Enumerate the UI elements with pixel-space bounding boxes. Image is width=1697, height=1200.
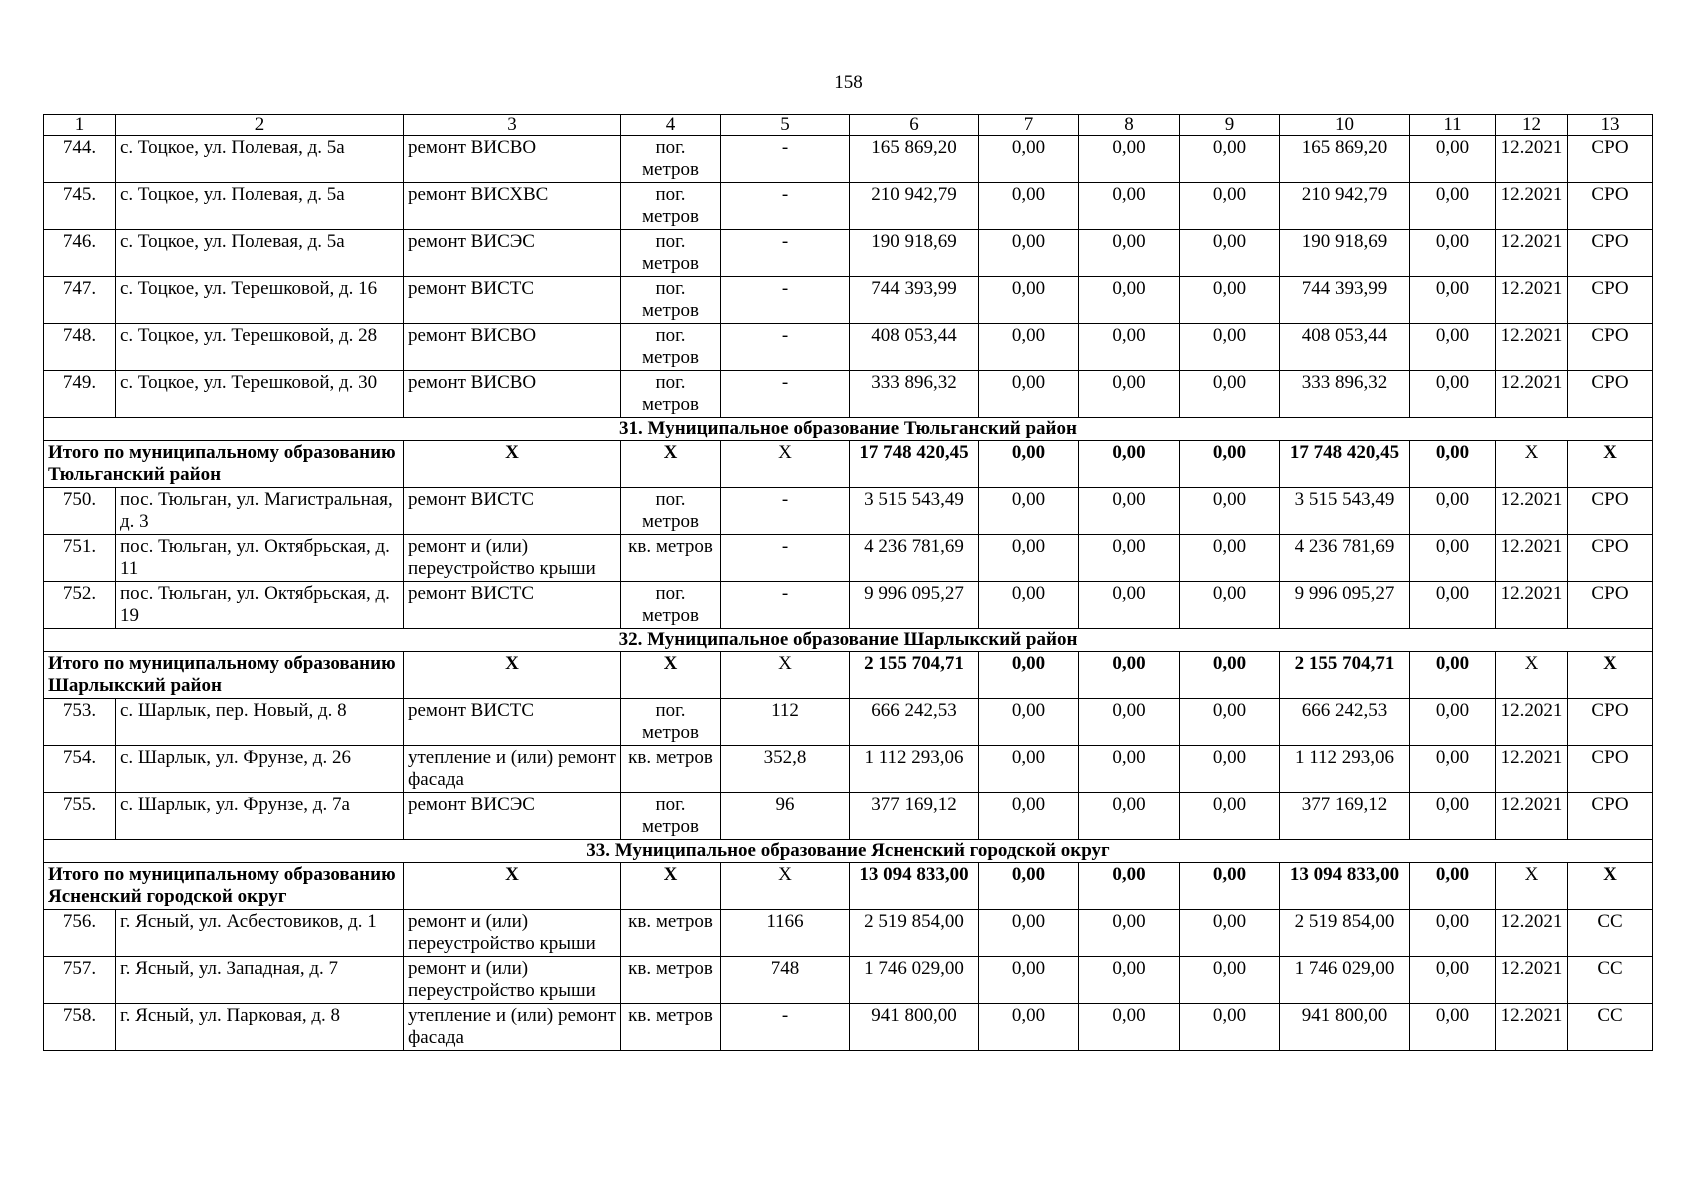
address-cell: с. Шарлык, пер. Новый, д. 8 <box>116 699 404 746</box>
work-type-cell: ремонт ВИСВО <box>404 371 621 418</box>
deadline-cell: X <box>1496 863 1568 910</box>
amount-cell: 0,00 <box>979 957 1079 1004</box>
address-cell: г. Ясный, ул. Парковая, д. 8 <box>116 1004 404 1051</box>
amount-cell: 0,00 <box>1180 136 1280 183</box>
quantity-cell: - <box>721 535 850 582</box>
amount-cell: 0,00 <box>1410 324 1496 371</box>
header-cell: 6 <box>850 115 979 136</box>
subtotal-row <box>44 863 1653 910</box>
work-type-cell: ремонт и (или) переустройство крыши <box>404 910 621 957</box>
amount-cell: 0,00 <box>1180 371 1280 418</box>
quantity-cell: 96 <box>721 793 850 840</box>
amount-cell: 0,00 <box>1180 582 1280 629</box>
amount-cell: 0,00 <box>1079 230 1180 277</box>
amount-cell: 408 053,44 <box>850 324 979 371</box>
amount-cell: 0,00 <box>1079 535 1180 582</box>
method-cell: X <box>1568 652 1653 699</box>
subtotal-row <box>44 441 1653 488</box>
header-cell: 11 <box>1410 115 1496 136</box>
amount-cell: 0,00 <box>1079 324 1180 371</box>
method-cell: СРО <box>1568 746 1653 793</box>
amount-cell: 333 896,32 <box>1280 371 1410 418</box>
amount-cell: 0,00 <box>979 230 1079 277</box>
amount-cell: 941 800,00 <box>850 1004 979 1051</box>
amount-cell: 0,00 <box>979 746 1079 793</box>
amount-cell: 210 942,79 <box>850 183 979 230</box>
amount-cell: 0,00 <box>1180 699 1280 746</box>
amount-cell: 0,00 <box>1180 957 1280 1004</box>
amount-cell: 0,00 <box>1079 652 1180 699</box>
amount-cell: 0,00 <box>1410 957 1496 1004</box>
amount-cell: 4 236 781,69 <box>850 535 979 582</box>
row-number-cell: 754. <box>44 746 116 793</box>
quantity-cell: - <box>721 371 850 418</box>
amount-cell: 744 393,99 <box>1280 277 1410 324</box>
address-cell: г. Ясный, ул. Асбестовиков, д. 1 <box>116 910 404 957</box>
amount-cell: 0,00 <box>1180 488 1280 535</box>
deadline-cell: 12.2021 <box>1496 699 1568 746</box>
work-type-cell: X <box>404 652 621 699</box>
work-type-cell: ремонт ВИСТС <box>404 488 621 535</box>
header-cell: 5 <box>721 115 850 136</box>
quantity-cell: - <box>721 183 850 230</box>
amount-cell: 666 242,53 <box>1280 699 1410 746</box>
amount-cell: 2 519 854,00 <box>1280 910 1410 957</box>
address-cell: с. Тоцкое, ул. Полевая, д. 5а <box>116 230 404 277</box>
unit-cell: пог. метров <box>621 136 721 183</box>
table-row <box>44 793 1653 840</box>
amount-cell: 0,00 <box>1410 699 1496 746</box>
unit-cell: пог. метров <box>621 488 721 535</box>
amount-cell: 0,00 <box>1410 183 1496 230</box>
work-type-cell: ремонт ВИСВО <box>404 324 621 371</box>
amount-cell: 377 169,12 <box>1280 793 1410 840</box>
deadline-cell: 12.2021 <box>1496 488 1568 535</box>
address-cell: с. Тоцкое, ул. Терешковой, д. 16 <box>116 277 404 324</box>
address-cell: пос. Тюльган, ул. Октябрьская, д. 11 <box>116 535 404 582</box>
quantity-cell: X <box>721 652 850 699</box>
work-type-cell: X <box>404 441 621 488</box>
work-type-cell: утепление и (или) ремонт фасада <box>404 1004 621 1051</box>
amount-cell: 2 519 854,00 <box>850 910 979 957</box>
unit-cell: пог. метров <box>621 582 721 629</box>
unit-cell: кв. метров <box>621 746 721 793</box>
amount-cell: 0,00 <box>1079 582 1180 629</box>
method-cell: СРО <box>1568 699 1653 746</box>
table-row <box>44 230 1653 277</box>
table-row <box>44 957 1653 1004</box>
deadline-cell: 12.2021 <box>1496 1004 1568 1051</box>
header-cell: 12 <box>1496 115 1568 136</box>
amount-cell: 9 996 095,27 <box>1280 582 1410 629</box>
amount-cell: 0,00 <box>1180 535 1280 582</box>
method-cell: СС <box>1568 910 1653 957</box>
amount-cell: 1 112 293,06 <box>850 746 979 793</box>
unit-cell: пог. метров <box>621 324 721 371</box>
amount-cell: 333 896,32 <box>850 371 979 418</box>
table-body <box>44 115 1653 1051</box>
table-row <box>44 136 1653 183</box>
header-cell: 7 <box>979 115 1079 136</box>
table-row <box>44 582 1653 629</box>
amount-cell: 0,00 <box>1180 863 1280 910</box>
method-cell: СРО <box>1568 371 1653 418</box>
deadline-cell: 12.2021 <box>1496 183 1568 230</box>
deadline-cell: 12.2021 <box>1496 324 1568 371</box>
amount-cell: 0,00 <box>979 488 1079 535</box>
amount-cell: 0,00 <box>979 699 1079 746</box>
amount-cell: 0,00 <box>1180 1004 1280 1051</box>
address-cell: с. Шарлык, ул. Фрунзе, д. 26 <box>116 746 404 793</box>
amount-cell: 1 746 029,00 <box>850 957 979 1004</box>
unit-cell: пог. метров <box>621 371 721 418</box>
method-cell: СРО <box>1568 277 1653 324</box>
amount-cell: 2 155 704,71 <box>850 652 979 699</box>
deadline-cell: X <box>1496 652 1568 699</box>
deadline-cell: X <box>1496 441 1568 488</box>
amount-cell: 0,00 <box>1079 910 1180 957</box>
subtotal-row <box>44 652 1653 699</box>
amount-cell: 0,00 <box>979 582 1079 629</box>
amount-cell: 13 094 833,00 <box>850 863 979 910</box>
method-cell: СРО <box>1568 136 1653 183</box>
unit-cell: кв. метров <box>621 535 721 582</box>
unit-cell: кв. метров <box>621 1004 721 1051</box>
table-row <box>44 1004 1653 1051</box>
header-cell: 1 <box>44 115 116 136</box>
amount-cell: 0,00 <box>979 1004 1079 1051</box>
deadline-cell: 12.2021 <box>1496 277 1568 324</box>
amount-cell: 0,00 <box>1180 277 1280 324</box>
quantity-cell: 352,8 <box>721 746 850 793</box>
work-type-cell: ремонт ВИСВО <box>404 136 621 183</box>
unit-cell: X <box>621 863 721 910</box>
table-row <box>44 746 1653 793</box>
row-number-cell: 749. <box>44 371 116 418</box>
amount-cell: 165 869,20 <box>1280 136 1410 183</box>
quantity-cell: 1166 <box>721 910 850 957</box>
section-heading-row <box>44 629 1653 652</box>
amount-cell: 377 169,12 <box>850 793 979 840</box>
row-number-cell: 753. <box>44 699 116 746</box>
method-cell: СРО <box>1568 230 1653 277</box>
deadline-cell: 12.2021 <box>1496 371 1568 418</box>
subtotal-label: Итого по муниципальному образованию Тюльганский район <box>44 441 404 488</box>
unit-cell: кв. метров <box>621 910 721 957</box>
amount-cell: 0,00 <box>1079 183 1180 230</box>
amount-cell: 0,00 <box>1410 230 1496 277</box>
amount-cell: 0,00 <box>979 793 1079 840</box>
table-row <box>44 371 1653 418</box>
unit-cell: пог. метров <box>621 793 721 840</box>
unit-cell: пог. метров <box>621 277 721 324</box>
amount-cell: 0,00 <box>1180 183 1280 230</box>
amount-cell: 0,00 <box>1079 699 1180 746</box>
row-number-cell: 744. <box>44 136 116 183</box>
quantity-cell: - <box>721 136 850 183</box>
table-row <box>44 699 1653 746</box>
amount-cell: 0,00 <box>1410 277 1496 324</box>
table-row <box>44 183 1653 230</box>
amount-cell: 0,00 <box>1180 652 1280 699</box>
amount-cell: 0,00 <box>979 136 1079 183</box>
method-cell: X <box>1568 863 1653 910</box>
subtotal-label: Итого по муниципальному образованию Шарлыкский район <box>44 652 404 699</box>
amount-cell: 0,00 <box>1180 793 1280 840</box>
address-cell: с. Шарлык, ул. Фрунзе, д. 7а <box>116 793 404 840</box>
amount-cell: 3 515 543,49 <box>850 488 979 535</box>
unit-cell: X <box>621 441 721 488</box>
header-cell: 2 <box>116 115 404 136</box>
quantity-cell: - <box>721 488 850 535</box>
row-number-cell: 750. <box>44 488 116 535</box>
amount-cell: 0,00 <box>1079 277 1180 324</box>
amount-cell: 17 748 420,45 <box>1280 441 1410 488</box>
amount-cell: 0,00 <box>1180 324 1280 371</box>
quantity-cell: - <box>721 277 850 324</box>
amount-cell: 0,00 <box>979 910 1079 957</box>
amount-cell: 0,00 <box>1410 488 1496 535</box>
amount-cell: 1 112 293,06 <box>1280 746 1410 793</box>
amount-cell: 0,00 <box>1410 863 1496 910</box>
work-type-cell: ремонт ВИСТС <box>404 699 621 746</box>
method-cell: СРО <box>1568 488 1653 535</box>
deadline-cell: 12.2021 <box>1496 746 1568 793</box>
header-cell: 4 <box>621 115 721 136</box>
section-title: 33. Муниципальное образование Ясненский городской округ <box>44 840 1653 863</box>
method-cell: X <box>1568 441 1653 488</box>
deadline-cell: 12.2021 <box>1496 910 1568 957</box>
amount-cell: 0,00 <box>1410 793 1496 840</box>
method-cell: СС <box>1568 957 1653 1004</box>
deadline-cell: 12.2021 <box>1496 582 1568 629</box>
address-cell: г. Ясный, ул. Западная, д. 7 <box>116 957 404 1004</box>
header-row <box>44 115 1653 136</box>
table-row <box>44 488 1653 535</box>
amount-cell: 0,00 <box>979 652 1079 699</box>
method-cell: СРО <box>1568 535 1653 582</box>
header-cell: 10 <box>1280 115 1410 136</box>
row-number-cell: 745. <box>44 183 116 230</box>
amount-cell: 0,00 <box>1410 136 1496 183</box>
quantity-cell: X <box>721 863 850 910</box>
page-number: 158 <box>834 72 863 93</box>
method-cell: СРО <box>1568 324 1653 371</box>
amount-cell: 0,00 <box>979 183 1079 230</box>
row-number-cell: 747. <box>44 277 116 324</box>
capital-repair-table <box>43 114 1653 1051</box>
work-type-cell: ремонт ВИСТС <box>404 582 621 629</box>
amount-cell: 0,00 <box>1410 746 1496 793</box>
amount-cell: 0,00 <box>1079 863 1180 910</box>
amount-cell: 666 242,53 <box>850 699 979 746</box>
quantity-cell: X <box>721 441 850 488</box>
deadline-cell: 12.2021 <box>1496 230 1568 277</box>
amount-cell: 0,00 <box>979 863 1079 910</box>
method-cell: СС <box>1568 1004 1653 1051</box>
method-cell: СРО <box>1568 183 1653 230</box>
amount-cell: 190 918,69 <box>850 230 979 277</box>
unit-cell: пог. метров <box>621 699 721 746</box>
address-cell: с. Тоцкое, ул. Терешковой, д. 28 <box>116 324 404 371</box>
amount-cell: 0,00 <box>1410 371 1496 418</box>
amount-cell: 1 746 029,00 <box>1280 957 1410 1004</box>
amount-cell: 408 053,44 <box>1280 324 1410 371</box>
work-type-cell: ремонт и (или) переустройство крыши <box>404 535 621 582</box>
quantity-cell: - <box>721 230 850 277</box>
work-type-cell: утепление и (или) ремонт фасада <box>404 746 621 793</box>
amount-cell: 2 155 704,71 <box>1280 652 1410 699</box>
row-number-cell: 758. <box>44 1004 116 1051</box>
method-cell: СРО <box>1568 793 1653 840</box>
amount-cell: 0,00 <box>1079 488 1180 535</box>
amount-cell: 9 996 095,27 <box>850 582 979 629</box>
table-row <box>44 277 1653 324</box>
unit-cell: пог. метров <box>621 183 721 230</box>
amount-cell: 4 236 781,69 <box>1280 535 1410 582</box>
amount-cell: 0,00 <box>1079 746 1180 793</box>
unit-cell: пог. метров <box>621 230 721 277</box>
amount-cell: 0,00 <box>1079 371 1180 418</box>
amount-cell: 744 393,99 <box>850 277 979 324</box>
amount-cell: 0,00 <box>1079 957 1180 1004</box>
section-heading-row <box>44 840 1653 863</box>
amount-cell: 0,00 <box>1180 441 1280 488</box>
amount-cell: 0,00 <box>979 277 1079 324</box>
address-cell: пос. Тюльган, ул. Магистральная, д. 3 <box>116 488 404 535</box>
address-cell: пос. Тюльган, ул. Октябрьская, д. 19 <box>116 582 404 629</box>
header-cell: 9 <box>1180 115 1280 136</box>
work-type-cell: ремонт ВИСЭС <box>404 793 621 840</box>
address-cell: с. Тоцкое, ул. Терешковой, д. 30 <box>116 371 404 418</box>
amount-cell: 0,00 <box>1079 136 1180 183</box>
row-number-cell: 748. <box>44 324 116 371</box>
section-title: 32. Муниципальное образование Шарлыкский район <box>44 629 1653 652</box>
work-type-cell: ремонт ВИСТС <box>404 277 621 324</box>
amount-cell: 941 800,00 <box>1280 1004 1410 1051</box>
deadline-cell: 12.2021 <box>1496 136 1568 183</box>
table-row <box>44 535 1653 582</box>
row-number-cell: 755. <box>44 793 116 840</box>
amount-cell: 0,00 <box>1410 535 1496 582</box>
unit-cell: X <box>621 652 721 699</box>
row-number-cell: 751. <box>44 535 116 582</box>
method-cell: СРО <box>1568 582 1653 629</box>
amount-cell: 0,00 <box>1410 910 1496 957</box>
amount-cell: 17 748 420,45 <box>850 441 979 488</box>
amount-cell: 0,00 <box>979 371 1079 418</box>
row-number-cell: 756. <box>44 910 116 957</box>
header-cell: 8 <box>1079 115 1180 136</box>
header-cell: 13 <box>1568 115 1653 136</box>
unit-cell: кв. метров <box>621 957 721 1004</box>
table-row <box>44 910 1653 957</box>
table-row <box>44 324 1653 371</box>
subtotal-label: Итого по муниципальному образованию Ясненский городской округ <box>44 863 404 910</box>
work-type-cell: X <box>404 863 621 910</box>
address-cell: с. Тоцкое, ул. Полевая, д. 5а <box>116 183 404 230</box>
address-cell: с. Тоцкое, ул. Полевая, д. 5а <box>116 136 404 183</box>
work-type-cell: ремонт ВИСЭС <box>404 230 621 277</box>
section-heading-row <box>44 418 1653 441</box>
quantity-cell: - <box>721 582 850 629</box>
amount-cell: 0,00 <box>1410 582 1496 629</box>
deadline-cell: 12.2021 <box>1496 793 1568 840</box>
amount-cell: 0,00 <box>1410 652 1496 699</box>
amount-cell: 0,00 <box>1410 1004 1496 1051</box>
amount-cell: 165 869,20 <box>850 136 979 183</box>
amount-cell: 210 942,79 <box>1280 183 1410 230</box>
amount-cell: 190 918,69 <box>1280 230 1410 277</box>
amount-cell: 0,00 <box>979 324 1079 371</box>
work-type-cell: ремонт и (или) переустройство крыши <box>404 957 621 1004</box>
amount-cell: 0,00 <box>1079 793 1180 840</box>
deadline-cell: 12.2021 <box>1496 957 1568 1004</box>
row-number-cell: 752. <box>44 582 116 629</box>
amount-cell: 13 094 833,00 <box>1280 863 1410 910</box>
quantity-cell: 112 <box>721 699 850 746</box>
deadline-cell: 12.2021 <box>1496 535 1568 582</box>
quantity-cell: 748 <box>721 957 850 1004</box>
amount-cell: 0,00 <box>1079 1004 1180 1051</box>
amount-cell: 0,00 <box>1079 441 1180 488</box>
row-number-cell: 746. <box>44 230 116 277</box>
quantity-cell: - <box>721 1004 850 1051</box>
header-cell: 3 <box>404 115 621 136</box>
amount-cell: 0,00 <box>1180 746 1280 793</box>
amount-cell: 0,00 <box>979 535 1079 582</box>
amount-cell: 0,00 <box>1410 441 1496 488</box>
section-title: 31. Муниципальное образование Тюльганский район <box>44 418 1653 441</box>
amount-cell: 0,00 <box>979 441 1079 488</box>
amount-cell: 0,00 <box>1180 230 1280 277</box>
amount-cell: 0,00 <box>1180 910 1280 957</box>
quantity-cell: - <box>721 324 850 371</box>
work-type-cell: ремонт ВИСХВС <box>404 183 621 230</box>
row-number-cell: 757. <box>44 957 116 1004</box>
amount-cell: 3 515 543,49 <box>1280 488 1410 535</box>
